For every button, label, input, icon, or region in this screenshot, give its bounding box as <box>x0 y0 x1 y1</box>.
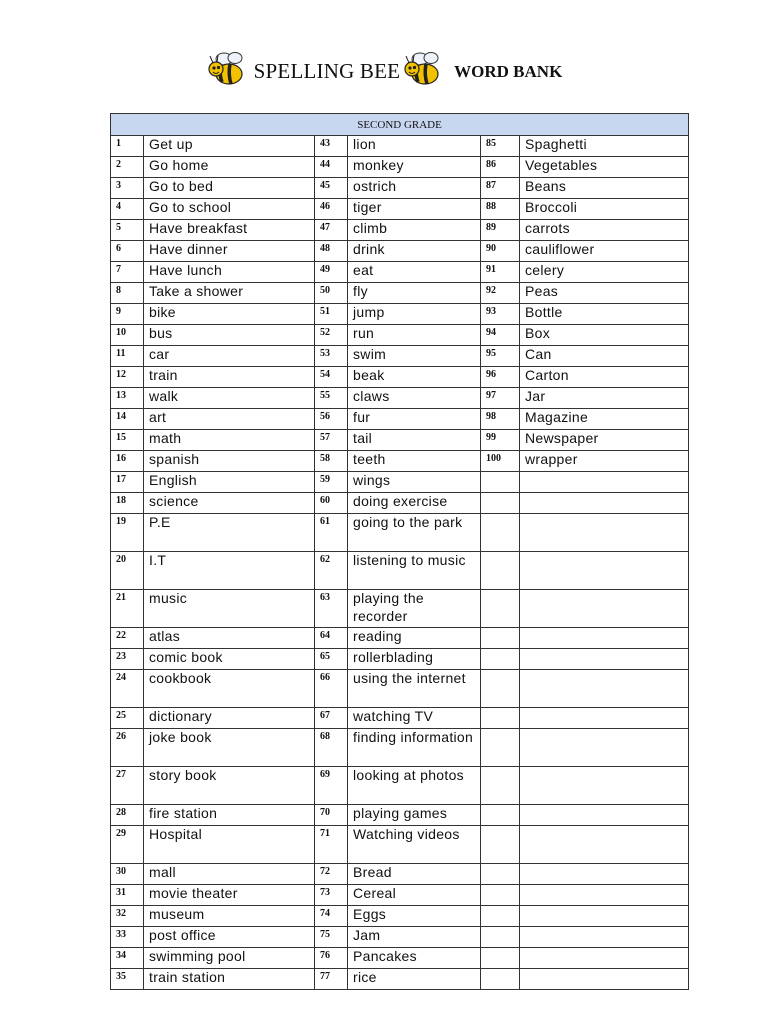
word-number: 64 <box>315 628 348 649</box>
table-row <box>111 969 689 990</box>
word-cell: Bread <box>348 864 481 885</box>
word-cell: using the internet <box>348 670 481 708</box>
word-cell: cauliflower <box>520 241 689 262</box>
word-number: 73 <box>315 885 348 906</box>
word-cell: playing games <box>348 805 481 826</box>
word-number: 100 <box>481 451 520 472</box>
word-cell: Go to school <box>144 199 315 220</box>
word-cell: doing exercise <box>348 493 481 514</box>
word-cell: Vegetables <box>520 157 689 178</box>
table-row <box>111 805 689 826</box>
table-row <box>111 628 689 649</box>
word-number: 10 <box>111 325 144 346</box>
word-cell: drink <box>348 241 481 262</box>
table-row <box>111 767 689 805</box>
word-number: 47 <box>315 220 348 241</box>
word-number: 14 <box>111 409 144 430</box>
word-number: 19 <box>111 514 144 552</box>
table-row <box>111 864 689 885</box>
page-subtitle: WORD BANK <box>454 62 563 81</box>
table-row <box>111 472 689 493</box>
word-cell: Broccoli <box>520 199 689 220</box>
word-cell: Magazine <box>520 409 689 430</box>
word-cell: wrapper <box>520 451 689 472</box>
word-number: 61 <box>315 514 348 552</box>
word-cell: joke book <box>144 729 315 767</box>
word-number <box>481 628 520 649</box>
word-number: 5 <box>111 220 144 241</box>
word-number <box>481 514 520 552</box>
word-cell <box>520 514 689 552</box>
word-number: 71 <box>315 826 348 864</box>
word-number: 44 <box>315 157 348 178</box>
word-cell: Watching videos <box>348 826 481 864</box>
table-row <box>111 220 689 241</box>
word-cell: Go home <box>144 157 315 178</box>
word-cell: I.T <box>144 552 315 590</box>
word-cell: Box <box>520 325 689 346</box>
word-number: 17 <box>111 472 144 493</box>
word-cell: post office <box>144 927 315 948</box>
word-number <box>481 552 520 590</box>
word-cell: dictionary <box>144 708 315 729</box>
word-cell: music <box>144 590 315 628</box>
word-cell: carrots <box>520 220 689 241</box>
word-cell <box>520 552 689 590</box>
word-cell: playing the recorder <box>348 590 481 628</box>
word-number: 93 <box>481 304 520 325</box>
word-number: 96 <box>481 367 520 388</box>
word-cell: Hospital <box>144 826 315 864</box>
word-number: 59 <box>315 472 348 493</box>
word-cell: swimming pool <box>144 948 315 969</box>
word-number: 66 <box>315 670 348 708</box>
word-cell: car <box>144 346 315 367</box>
word-number: 11 <box>111 346 144 367</box>
word-number: 49 <box>315 262 348 283</box>
table-row <box>111 157 689 178</box>
word-number: 25 <box>111 708 144 729</box>
word-number: 57 <box>315 430 348 451</box>
word-cell: mall <box>144 864 315 885</box>
word-number: 51 <box>315 304 348 325</box>
word-cell <box>520 906 689 927</box>
word-number: 43 <box>315 136 348 157</box>
word-number: 26 <box>111 729 144 767</box>
word-cell: cookbook <box>144 670 315 708</box>
word-cell: Have dinner <box>144 241 315 262</box>
word-number: 77 <box>315 969 348 990</box>
word-number: 35 <box>111 969 144 990</box>
word-number: 4 <box>111 199 144 220</box>
word-number: 68 <box>315 729 348 767</box>
word-number: 90 <box>481 241 520 262</box>
word-number: 12 <box>111 367 144 388</box>
page-header <box>0 44 768 92</box>
word-cell: movie theater <box>144 885 315 906</box>
table-row <box>111 409 689 430</box>
word-number: 48 <box>315 241 348 262</box>
word-cell: math <box>144 430 315 451</box>
table-row <box>111 948 689 969</box>
word-number: 89 <box>481 220 520 241</box>
word-number <box>481 708 520 729</box>
word-cell: rollerblading <box>348 649 481 670</box>
word-number: 9 <box>111 304 144 325</box>
word-cell: claws <box>348 388 481 409</box>
word-number: 75 <box>315 927 348 948</box>
word-number: 69 <box>315 767 348 805</box>
word-number: 50 <box>315 283 348 304</box>
word-cell: wings <box>348 472 481 493</box>
word-cell: Jam <box>348 927 481 948</box>
word-cell: ostrich <box>348 178 481 199</box>
word-number: 23 <box>111 649 144 670</box>
word-number: 18 <box>111 493 144 514</box>
word-cell: Newspaper <box>520 430 689 451</box>
word-number: 22 <box>111 628 144 649</box>
word-number: 54 <box>315 367 348 388</box>
word-cell: celery <box>520 262 689 283</box>
word-cell: Peas <box>520 283 689 304</box>
word-cell: jump <box>348 304 481 325</box>
word-number: 85 <box>481 136 520 157</box>
word-number: 72 <box>315 864 348 885</box>
word-number: 91 <box>481 262 520 283</box>
word-number: 86 <box>481 157 520 178</box>
word-number: 60 <box>315 493 348 514</box>
word-number: 7 <box>111 262 144 283</box>
word-cell: Take a shower <box>144 283 315 304</box>
word-cell: bus <box>144 325 315 346</box>
word-number: 63 <box>315 590 348 628</box>
word-cell <box>520 628 689 649</box>
table-row <box>111 927 689 948</box>
word-cell <box>520 767 689 805</box>
word-number: 2 <box>111 157 144 178</box>
word-cell <box>520 885 689 906</box>
word-cell: train station <box>144 969 315 990</box>
table-row <box>111 708 689 729</box>
word-cell: Eggs <box>348 906 481 927</box>
word-number <box>481 885 520 906</box>
word-number: 6 <box>111 241 144 262</box>
table-row <box>111 325 689 346</box>
word-cell <box>520 927 689 948</box>
bee-icon <box>206 47 252 89</box>
table-row <box>111 826 689 864</box>
word-cell <box>520 969 689 990</box>
word-number: 53 <box>315 346 348 367</box>
grade-header: SECOND GRADE <box>111 114 689 136</box>
word-cell <box>520 948 689 969</box>
word-cell: beak <box>348 367 481 388</box>
table-row <box>111 649 689 670</box>
table-row <box>111 451 689 472</box>
word-number: 52 <box>315 325 348 346</box>
word-number <box>481 472 520 493</box>
word-number: 70 <box>315 805 348 826</box>
word-cell: Beans <box>520 178 689 199</box>
word-cell: Have breakfast <box>144 220 315 241</box>
word-cell: fur <box>348 409 481 430</box>
word-number: 15 <box>111 430 144 451</box>
word-cell: Carton <box>520 367 689 388</box>
table-row <box>111 346 689 367</box>
word-number <box>481 767 520 805</box>
word-number: 46 <box>315 199 348 220</box>
table-row <box>111 388 689 409</box>
word-number: 87 <box>481 178 520 199</box>
word-cell: lion <box>348 136 481 157</box>
word-number: 13 <box>111 388 144 409</box>
word-number: 28 <box>111 805 144 826</box>
word-number <box>481 729 520 767</box>
word-cell: climb <box>348 220 481 241</box>
word-number <box>481 590 520 628</box>
word-number: 31 <box>111 885 144 906</box>
word-number: 30 <box>111 864 144 885</box>
word-cell: museum <box>144 906 315 927</box>
word-number: 98 <box>481 409 520 430</box>
word-number: 27 <box>111 767 144 805</box>
word-number: 56 <box>315 409 348 430</box>
word-number <box>481 670 520 708</box>
word-number: 97 <box>481 388 520 409</box>
word-cell: swim <box>348 346 481 367</box>
word-cell: watching TV <box>348 708 481 729</box>
word-cell: spanish <box>144 451 315 472</box>
word-cell <box>520 472 689 493</box>
word-cell <box>520 493 689 514</box>
word-number: 8 <box>111 283 144 304</box>
word-number <box>481 826 520 864</box>
word-cell: monkey <box>348 157 481 178</box>
word-cell: story book <box>144 767 315 805</box>
word-number: 62 <box>315 552 348 590</box>
word-cell: finding information <box>348 729 481 767</box>
word-number: 16 <box>111 451 144 472</box>
word-cell <box>520 649 689 670</box>
table-row <box>111 262 689 283</box>
word-cell: eat <box>348 262 481 283</box>
table-row <box>111 906 689 927</box>
word-cell: English <box>144 472 315 493</box>
word-number: 94 <box>481 325 520 346</box>
table-row <box>111 367 689 388</box>
word-number: 29 <box>111 826 144 864</box>
word-cell: Spaghetti <box>520 136 689 157</box>
word-cell: tiger <box>348 199 481 220</box>
bee-icon <box>402 47 448 89</box>
word-cell: train <box>144 367 315 388</box>
word-number: 88 <box>481 199 520 220</box>
word-cell: looking at photos <box>348 767 481 805</box>
word-cell: tail <box>348 430 481 451</box>
word-number: 58 <box>315 451 348 472</box>
word-number: 33 <box>111 927 144 948</box>
word-number: 45 <box>315 178 348 199</box>
word-number <box>481 805 520 826</box>
word-cell: Cereal <box>348 885 481 906</box>
word-cell: Pancakes <box>348 948 481 969</box>
word-number: 74 <box>315 906 348 927</box>
word-cell: fire station <box>144 805 315 826</box>
word-number: 65 <box>315 649 348 670</box>
word-cell: Jar <box>520 388 689 409</box>
word-number <box>481 649 520 670</box>
word-cell: Can <box>520 346 689 367</box>
word-cell <box>520 805 689 826</box>
word-cell: fly <box>348 283 481 304</box>
word-number: 67 <box>315 708 348 729</box>
table-row <box>111 590 689 628</box>
word-number: 95 <box>481 346 520 367</box>
word-number: 3 <box>111 178 144 199</box>
word-cell <box>520 729 689 767</box>
word-cell: teeth <box>348 451 481 472</box>
word-cell <box>520 670 689 708</box>
word-cell: atlas <box>144 628 315 649</box>
word-number: 24 <box>111 670 144 708</box>
word-number: 76 <box>315 948 348 969</box>
word-cell: run <box>348 325 481 346</box>
word-number <box>481 906 520 927</box>
word-cell: Get up <box>144 136 315 157</box>
table-row <box>111 552 689 590</box>
word-cell: P.E <box>144 514 315 552</box>
table-row <box>111 304 689 325</box>
word-number: 92 <box>481 283 520 304</box>
word-cell <box>520 864 689 885</box>
word-bank-table <box>110 113 689 990</box>
table-row <box>111 885 689 906</box>
word-number <box>481 969 520 990</box>
table-row <box>111 283 689 304</box>
word-cell: rice <box>348 969 481 990</box>
word-cell: bike <box>144 304 315 325</box>
word-number <box>481 927 520 948</box>
word-cell <box>520 708 689 729</box>
table-row <box>111 493 689 514</box>
word-cell: art <box>144 409 315 430</box>
word-number: 34 <box>111 948 144 969</box>
word-number: 32 <box>111 906 144 927</box>
table-row <box>111 178 689 199</box>
word-cell <box>520 590 689 628</box>
word-cell: science <box>144 493 315 514</box>
word-cell <box>520 826 689 864</box>
word-number <box>481 493 520 514</box>
table-row <box>111 514 689 552</box>
table-row <box>111 729 689 767</box>
word-number: 1 <box>111 136 144 157</box>
word-cell: comic book <box>144 649 315 670</box>
word-number: 21 <box>111 590 144 628</box>
word-cell: Go to bed <box>144 178 315 199</box>
word-number: 99 <box>481 430 520 451</box>
word-number <box>481 948 520 969</box>
word-number: 55 <box>315 388 348 409</box>
word-cell: walk <box>144 388 315 409</box>
word-cell: going to the park <box>348 514 481 552</box>
word-number: 20 <box>111 552 144 590</box>
page-title: SPELLING BEE <box>253 58 401 83</box>
word-cell: listening to music <box>348 552 481 590</box>
word-number <box>481 864 520 885</box>
table-row <box>111 241 689 262</box>
word-cell: reading <box>348 628 481 649</box>
table-row <box>111 136 689 157</box>
table-row <box>111 670 689 708</box>
word-cell: Have lunch <box>144 262 315 283</box>
table-row <box>111 430 689 451</box>
word-cell: Bottle <box>520 304 689 325</box>
table-row <box>111 199 689 220</box>
